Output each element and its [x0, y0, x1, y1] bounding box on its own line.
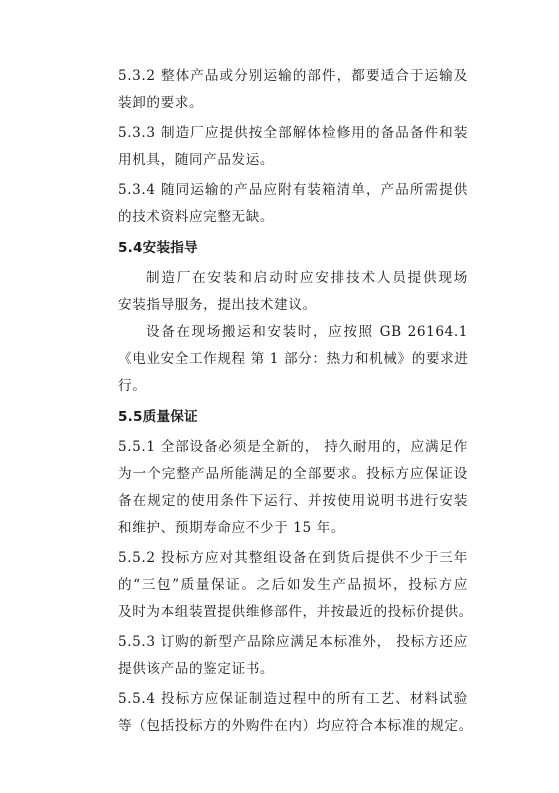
paragraph-line: 设备在现场搬运和安装时，应按照 GB 26164.1 — [146, 324, 468, 340]
section-heading: 5.5质量保证 — [118, 409, 198, 425]
paragraph-line: 和维护、预期寿命应不少于 15 年。 — [118, 520, 346, 536]
paragraph-line: 5.5.1 全部设备必须是全新的， 持久耐用的，应满足作 — [118, 439, 468, 455]
paragraph-line: 等（包括投标方的外购件在内）均应符合本标准的规定。 — [118, 718, 473, 734]
paragraph-line: 5.5.2 投标方应对其整组设备在到货后提供不少于三年 — [118, 550, 468, 566]
paragraph-line: 5.3.2 整体产品或分别运输的部件，都要适合于运输及 — [118, 68, 468, 84]
paragraph-line: 《电业安全工作规程 第 1 部分：热力和机械》的要求进 — [118, 351, 469, 367]
paragraph-line: 安装指导服务，提出技术建议。 — [118, 297, 317, 313]
paragraph-line: 为一个完整产品所能满足的全部要求。投标方应保证设 — [118, 466, 468, 482]
paragraph-line: 提供该产品的鉴定证书。 — [118, 661, 275, 677]
paragraph-line: 5.3.4 随同运输的产品应附有装箱清单，产品所需提供 — [118, 182, 468, 198]
paragraph-line: 的“三包”质量保证。之后如发生产品损坏，投标方应 — [118, 577, 468, 593]
paragraph-line: 及时为本组装置提供维修部件，并按最近的投标价提供。 — [118, 604, 473, 620]
paragraph-line: 5.5.4 投标方应保证制造过程中的所有工艺、材料试验 — [118, 691, 468, 707]
paragraph-line: 5.5.3 订购的新型产品除应满足本标准外， 投标方还应 — [118, 634, 468, 650]
paragraph-line: 的技术资料应完整无缺。 — [118, 209, 275, 225]
paragraph-line: 备在规定的使用条件下运行、并按使用说明书进行安装 — [118, 493, 468, 509]
paragraph-line: 制造厂在安装和启动时应安排技术人员提供现场 — [146, 270, 468, 286]
paragraph-line: 用机具，随同产品发运。 — [118, 152, 275, 168]
paragraph-line: 行。 — [118, 378, 147, 394]
paragraph-line: 5.3.3 制造厂应提供按全部解体检修用的备品备件和装 — [118, 125, 468, 141]
section-heading: 5.4安装指导 — [118, 240, 198, 256]
paragraph-line: 装卸的要求。 — [118, 95, 204, 111]
